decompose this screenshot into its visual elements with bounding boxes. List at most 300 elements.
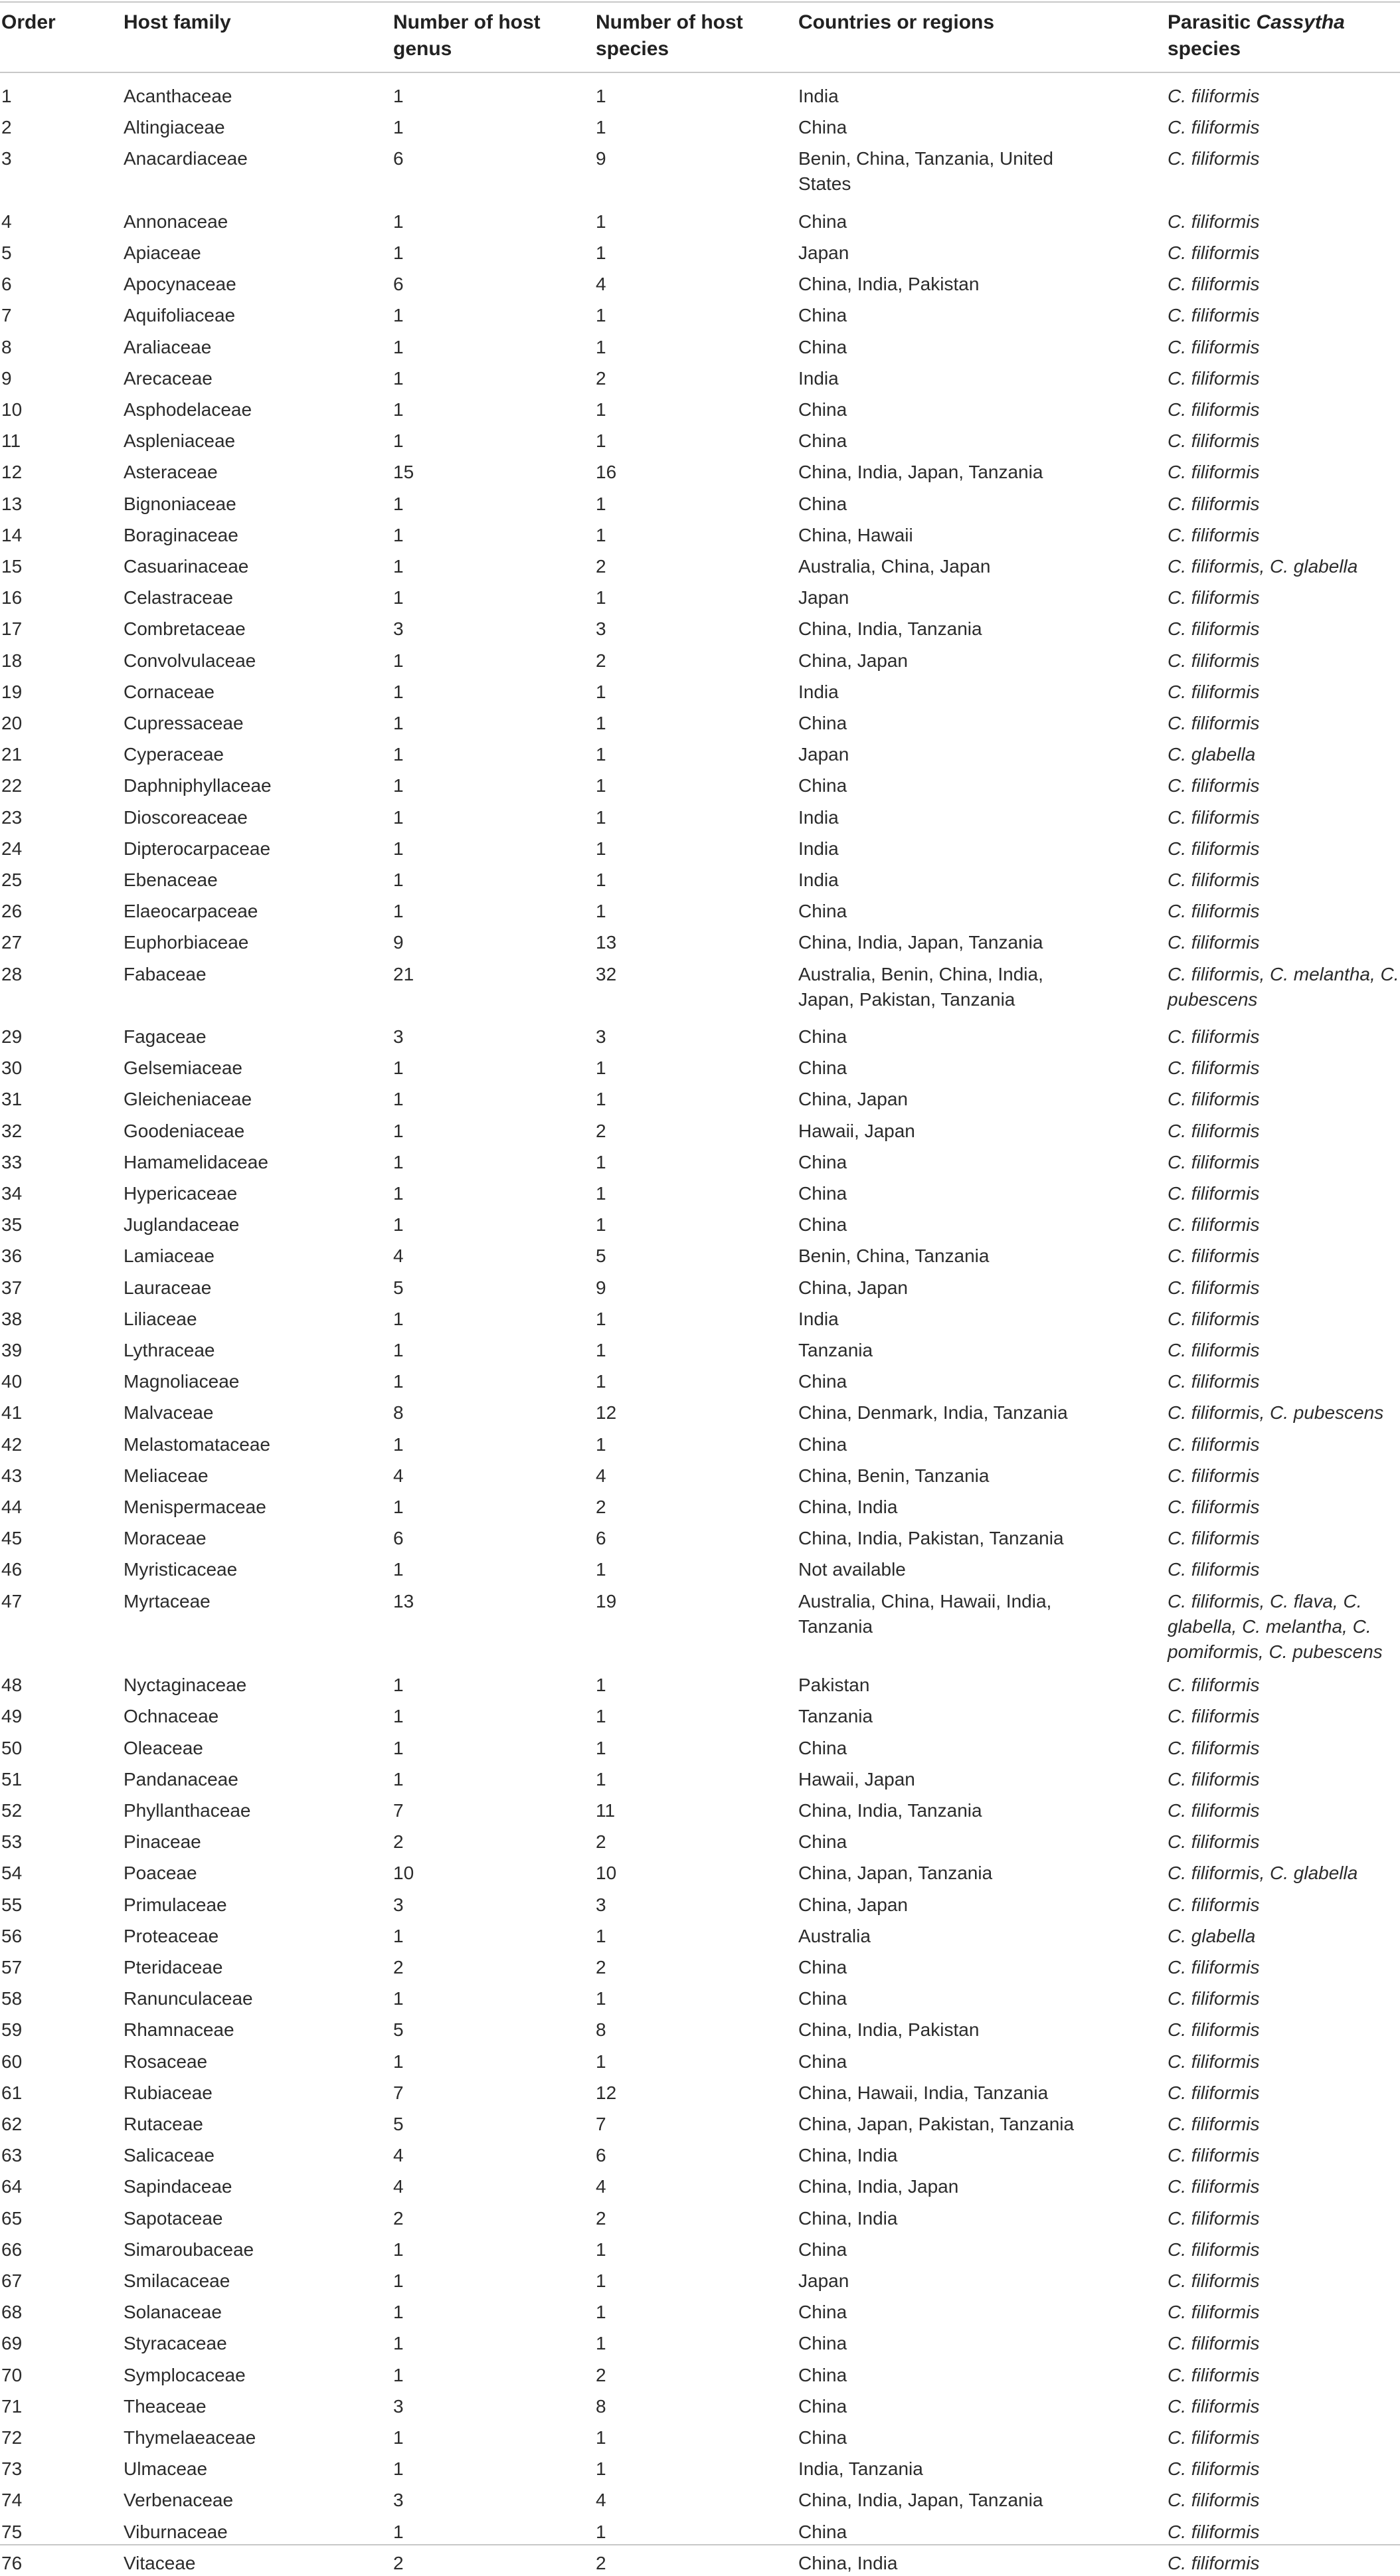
cell-order: 4 xyxy=(1,211,12,232)
cell-species-count: 2 xyxy=(596,2364,606,2385)
cell-genus-count: 1 xyxy=(393,2333,404,2354)
cell-parasitic-species: C. filiformis xyxy=(1168,1151,1260,1172)
cell-genus-count: 1 xyxy=(393,838,404,859)
cell-host-family: Phyllanthaceae xyxy=(124,1800,251,1821)
cell-parasitic-species: C. filiformis xyxy=(1168,524,1260,545)
cell-genus-count: 1 xyxy=(393,744,404,765)
cell-order: 3 xyxy=(1,148,12,169)
cell-parasitic-species: C. filiformis xyxy=(1168,1308,1260,1329)
cell-genus-count: 3 xyxy=(393,618,404,640)
cell-species-count: 1 xyxy=(596,1151,606,1172)
cell-order: 21 xyxy=(1,744,23,765)
cell-parasitic-species: C. filiformis xyxy=(1168,650,1260,671)
cell-host-family: Convolvulaceae xyxy=(124,650,256,671)
cell-genus-count: 21 xyxy=(393,963,414,984)
cell-host-family: Apiaceae xyxy=(124,242,201,263)
cell-host-family: Vitaceae xyxy=(124,2552,196,2573)
cell-genus-count: 9 xyxy=(393,932,404,953)
cell-parasitic-species: C. filiformis xyxy=(1168,2552,1260,2573)
cell-species-count: 1 xyxy=(596,1371,606,1392)
cell-regions: China xyxy=(798,1433,847,1455)
header-parasitic-species xyxy=(1168,9,1400,62)
cell-parasitic-species: C. filiformis xyxy=(1168,86,1260,106)
cell-regions: China xyxy=(798,1957,847,1978)
cell-order: 67 xyxy=(1,2270,23,2291)
cell-host-family: Combretaceae xyxy=(124,618,246,640)
cell-host-family: Proteaceae xyxy=(124,1925,219,1946)
cell-regions: Pakistan xyxy=(798,1675,870,1696)
cell-genus-count: 4 xyxy=(393,2176,404,2197)
cell-order: 41 xyxy=(1,1402,23,1424)
cell-genus-count: 1 xyxy=(393,1768,404,1790)
cell-regions: China, India, Japan, Tanzania xyxy=(798,2490,1043,2511)
header-species-count: Number of host species xyxy=(596,11,743,60)
cell-genus-count: 3 xyxy=(393,1026,404,1047)
cell-genus-count: 1 xyxy=(393,2239,404,2260)
cell-regions: China, Denmark, India, Tanzania xyxy=(798,1402,1068,1424)
cell-parasitic-species: C. filiformis xyxy=(1168,713,1260,733)
cell-host-family: Menispermaceae xyxy=(124,1497,266,1517)
cell-parasitic-species: C. filiformis xyxy=(1168,2082,1260,2103)
cell-host-family: Ranunculaceae xyxy=(124,1988,253,2009)
cell-genus-count: 1 xyxy=(393,1925,404,1946)
cell-parasitic-species: C. filiformis xyxy=(1168,2239,1260,2260)
cell-order: 56 xyxy=(1,1925,23,1946)
cell-regions: India xyxy=(798,838,839,859)
cell-order: 40 xyxy=(1,1371,23,1392)
cell-regions: China xyxy=(798,1371,847,1392)
cell-host-family: Gleicheniaceae xyxy=(124,1089,252,1110)
cell-host-family: Lauraceae xyxy=(124,1277,212,1298)
cell-host-family: Cyperaceae xyxy=(124,744,224,765)
cell-order: 6 xyxy=(1,274,12,295)
cell-host-family: Meliaceae xyxy=(124,1465,209,1486)
cell-species-count: 1 xyxy=(596,1089,606,1110)
cell-order: 48 xyxy=(1,1675,23,1696)
cell-host-family: Dipterocarpaceae xyxy=(124,838,271,859)
cell-genus-count: 1 xyxy=(393,1151,404,1172)
cell-regions: China xyxy=(798,430,847,452)
cell-regions: China xyxy=(798,713,847,733)
cell-regions: China xyxy=(798,399,847,420)
cell-order: 69 xyxy=(1,2333,23,2354)
cell-host-family: Cupressaceae xyxy=(124,713,244,733)
cell-genus-count: 1 xyxy=(393,1058,404,1079)
cell-regions: India xyxy=(798,681,839,702)
cell-regions: Australia, Benin, China, India, Japan, Pakistan, Tanzania xyxy=(798,963,1043,1010)
cell-parasitic-species: C. filiformis xyxy=(1168,1433,1260,1455)
cell-order: 36 xyxy=(1,1245,23,1267)
cell-genus-count: 3 xyxy=(393,1894,404,1915)
cell-genus-count: 5 xyxy=(393,1277,404,1298)
cell-order: 22 xyxy=(1,775,23,796)
cell-host-family: Arecaceae xyxy=(124,367,213,389)
cell-regions: China, India, Tanzania xyxy=(798,1800,982,1821)
cell-host-family: Gelsemiaceae xyxy=(124,1058,242,1079)
cell-host-family: Nyctaginaceae xyxy=(124,1675,247,1696)
cell-host-family: Daphniphyllaceae xyxy=(124,775,272,796)
cell-genus-count: 1 xyxy=(393,305,404,326)
cell-host-family: Acanthaceae xyxy=(124,86,232,106)
cell-parasitic-species: C. filiformis xyxy=(1168,2019,1260,2041)
cell-order: 16 xyxy=(1,587,23,608)
cell-host-family: Annonaceae xyxy=(124,211,228,232)
cell-regions: China xyxy=(798,336,847,357)
cell-genus-count: 8 xyxy=(393,1402,404,1424)
cell-regions: India xyxy=(798,870,839,890)
cell-parasitic-species: C. filiformis xyxy=(1168,870,1260,890)
cell-genus-count: 1 xyxy=(393,1737,404,1758)
cell-regions: China xyxy=(798,1737,847,1758)
cell-parasitic-species: C. filiformis, C. glabella xyxy=(1168,1863,1358,1884)
cell-order: 7 xyxy=(1,305,12,326)
cell-species-count: 1 xyxy=(596,1706,606,1727)
cell-order: 29 xyxy=(1,1026,23,1047)
cell-order: 30 xyxy=(1,1058,23,1079)
cell-order: 14 xyxy=(1,524,23,545)
cell-species-count: 1 xyxy=(596,1988,606,2009)
cell-species-count: 19 xyxy=(596,1590,617,1611)
cell-regions: China xyxy=(798,2395,847,2417)
cell-species-count: 1 xyxy=(596,117,606,138)
cell-genus-count: 5 xyxy=(393,2019,404,2041)
cell-regions: China xyxy=(798,305,847,326)
cell-regions: China xyxy=(798,1831,847,1853)
cell-species-count: 2 xyxy=(596,650,606,671)
cell-genus-count: 1 xyxy=(393,1497,404,1517)
cell-host-family: Symplocaceae xyxy=(124,2364,246,2385)
cell-host-family: Myrtaceae xyxy=(124,1590,211,1611)
bottom-rule xyxy=(0,2544,1400,2545)
cell-regions: China, India, Japan, Tanzania xyxy=(798,932,1043,953)
cell-order: 26 xyxy=(1,901,23,922)
cell-order: 17 xyxy=(1,618,23,640)
cell-host-family: Magnoliaceae xyxy=(124,1371,240,1392)
cell-order: 58 xyxy=(1,1988,23,2009)
cell-regions: China xyxy=(798,2239,847,2260)
cell-regions: China, Japan xyxy=(798,1277,909,1298)
cell-parasitic-species: C. filiformis xyxy=(1168,2490,1260,2511)
cell-parasitic-species: C. filiformis xyxy=(1168,1800,1260,1821)
cell-host-family: Asteraceae xyxy=(124,462,218,483)
cell-regions: China xyxy=(798,775,847,796)
cell-parasitic-species: C. glabella xyxy=(1168,1925,1256,1946)
cell-species-count: 8 xyxy=(596,2395,606,2417)
cell-parasitic-species: C. filiformis xyxy=(1168,2207,1260,2229)
cell-parasitic-species: C. filiformis xyxy=(1168,1559,1260,1580)
cell-regions: China xyxy=(798,1988,847,2009)
cell-species-count: 1 xyxy=(596,336,606,357)
cell-host-family: Sapindaceae xyxy=(124,2176,232,2197)
cell-genus-count: 13 xyxy=(393,1590,414,1611)
header-rule xyxy=(0,72,1400,73)
cell-host-family: Rosaceae xyxy=(124,2051,208,2072)
cell-species-count: 1 xyxy=(596,1340,606,1360)
cell-host-family: Rhamnaceae xyxy=(124,2019,234,2041)
cell-regions: China, India, Japan, Tanzania xyxy=(798,462,1043,483)
cell-species-count: 1 xyxy=(596,1737,606,1758)
cell-host-family: Pandanaceae xyxy=(124,1768,238,1790)
cell-genus-count: 1 xyxy=(393,1675,404,1696)
header-genus-count: Number of host genus xyxy=(393,11,541,60)
cell-regions: Japan xyxy=(798,744,849,765)
cell-host-family: Moraceae xyxy=(124,1528,207,1549)
cell-order: 31 xyxy=(1,1089,23,1110)
cell-regions: China, India, Pakistan xyxy=(798,2019,980,2041)
cell-regions: China, Japan xyxy=(798,1894,909,1915)
cell-genus-count: 1 xyxy=(393,2270,404,2291)
cell-order: 39 xyxy=(1,1340,23,1360)
cell-species-count: 2 xyxy=(596,556,606,577)
cell-host-family: Styracaceae xyxy=(124,2333,227,2354)
cell-genus-count: 7 xyxy=(393,2082,404,2103)
cell-order: 32 xyxy=(1,1120,23,1141)
cell-species-count: 1 xyxy=(596,1675,606,1696)
cell-host-family: Aquifoliaceae xyxy=(124,305,236,326)
cell-parasitic-species: C. filiformis xyxy=(1168,1058,1260,1079)
cell-species-count: 32 xyxy=(596,963,617,984)
cell-parasitic-species: C. filiformis xyxy=(1168,618,1260,640)
cell-species-count: 12 xyxy=(596,1402,617,1424)
cell-parasitic-species: C. filiformis xyxy=(1168,2458,1260,2480)
cell-host-family: Salicaceae xyxy=(124,2145,215,2166)
cell-order: 64 xyxy=(1,2176,23,2197)
cell-regions: China xyxy=(798,901,847,922)
cell-species-count: 6 xyxy=(596,1528,606,1549)
cell-host-family: Goodeniaceae xyxy=(124,1120,245,1141)
cell-host-family: Myristicaceae xyxy=(124,1559,238,1580)
cell-regions: Tanzania xyxy=(798,1706,873,1727)
cell-host-family: Lamiaceae xyxy=(124,1245,215,1267)
cell-parasitic-species: C. filiformis xyxy=(1168,1768,1260,1790)
header-parasitic-suffix: species xyxy=(1168,38,1241,60)
cell-host-family: Rutaceae xyxy=(124,2114,203,2134)
cell-order: 66 xyxy=(1,2239,23,2260)
cell-order: 11 xyxy=(1,430,21,452)
cell-genus-count: 15 xyxy=(393,462,414,483)
cell-species-count: 4 xyxy=(596,2176,606,2197)
cell-genus-count: 1 xyxy=(393,211,404,232)
cell-parasitic-species: C. filiformis xyxy=(1168,2521,1260,2542)
cell-parasitic-species: C. filiformis xyxy=(1168,399,1260,420)
cell-regions: Tanzania xyxy=(798,1340,873,1360)
cell-order: 9 xyxy=(1,367,12,389)
cell-parasitic-species: C. filiformis xyxy=(1168,932,1260,953)
cell-species-count: 1 xyxy=(596,870,606,890)
cell-host-family: Altingiaceae xyxy=(124,117,225,138)
cell-regions: Benin, China, Tanzania xyxy=(798,1245,990,1267)
cell-order: 55 xyxy=(1,1894,23,1915)
cell-parasitic-species: C. filiformis xyxy=(1168,2051,1260,2072)
cell-regions: China xyxy=(798,1026,847,1047)
cell-species-count: 1 xyxy=(596,1183,606,1204)
cell-parasitic-species: C. filiformis xyxy=(1168,2302,1260,2323)
cell-regions: India xyxy=(798,806,839,828)
cell-host-family: Ochnaceae xyxy=(124,1706,219,1727)
cell-species-count: 1 xyxy=(596,2333,606,2354)
cell-species-count: 1 xyxy=(596,2458,606,2480)
cell-genus-count: 2 xyxy=(393,2552,404,2573)
cell-order: 13 xyxy=(1,493,23,514)
cell-order: 1 xyxy=(1,86,12,106)
cell-parasitic-species: C. filiformis xyxy=(1168,493,1260,514)
cell-genus-count: 6 xyxy=(393,274,404,295)
cell-host-family: Simaroubaceae xyxy=(124,2239,254,2260)
cell-parasitic-species: C. filiformis xyxy=(1168,1497,1260,1517)
cell-parasitic-species: C. filiformis xyxy=(1168,305,1260,326)
cell-genus-count: 4 xyxy=(393,2145,404,2166)
cell-parasitic-species: C. filiformis xyxy=(1168,775,1260,796)
cell-host-family: Juglandaceae xyxy=(124,1214,240,1236)
cell-order: 5 xyxy=(1,242,12,263)
cell-genus-count: 1 xyxy=(393,1988,404,2009)
cell-species-count: 3 xyxy=(596,1026,606,1047)
cell-regions: Australia, China, Japan xyxy=(798,556,991,577)
cell-parasitic-species: C. filiformis xyxy=(1168,117,1260,138)
header-order: Order xyxy=(1,11,56,33)
cell-regions: China, India xyxy=(798,1497,898,1517)
cell-genus-count: 1 xyxy=(393,806,404,828)
cell-host-family: Elaeocarpaceae xyxy=(124,901,258,922)
cell-host-family: Malvaceae xyxy=(124,1402,214,1424)
cell-species-count: 1 xyxy=(596,430,606,452)
cell-species-count: 2 xyxy=(596,1497,606,1517)
cell-host-family: Viburnaceae xyxy=(124,2521,228,2542)
cell-species-count: 3 xyxy=(596,1894,606,1915)
cell-order: 46 xyxy=(1,1559,23,1580)
cell-order: 25 xyxy=(1,870,23,890)
cell-host-family: Cornaceae xyxy=(124,681,215,702)
cell-parasitic-species: C. filiformis xyxy=(1168,336,1260,357)
cell-regions: China, Hawaii xyxy=(798,524,913,545)
cell-parasitic-species: C. filiformis xyxy=(1168,1340,1260,1360)
cell-parasitic-species: C. filiformis xyxy=(1168,2145,1260,2166)
cell-species-count: 1 xyxy=(596,493,606,514)
cell-order: 18 xyxy=(1,650,23,671)
cell-regions: China xyxy=(798,1058,847,1079)
cell-regions: China, India, Pakistan xyxy=(798,274,980,295)
cell-host-family: Hamamelidaceae xyxy=(124,1151,268,1172)
cell-order: 37 xyxy=(1,1277,23,1298)
cell-genus-count: 1 xyxy=(393,1559,404,1580)
cell-species-count: 2 xyxy=(596,1957,606,1978)
cell-genus-count: 1 xyxy=(393,1089,404,1110)
cell-regions: China xyxy=(798,2302,847,2323)
cell-genus-count: 1 xyxy=(393,1308,404,1329)
cell-species-count: 2 xyxy=(596,1831,606,1853)
cell-order: 38 xyxy=(1,1308,23,1329)
cell-regions: China xyxy=(798,1151,847,1172)
cell-order: 65 xyxy=(1,2207,23,2229)
cell-order: 75 xyxy=(1,2521,23,2542)
cell-species-count: 5 xyxy=(596,1245,606,1267)
cell-species-count: 4 xyxy=(596,2490,606,2511)
cell-order: 59 xyxy=(1,2019,23,2041)
cell-order: 43 xyxy=(1,1465,23,1486)
cell-genus-count: 5 xyxy=(393,2114,404,2134)
cell-genus-count: 1 xyxy=(393,2521,404,2542)
cell-genus-count: 1 xyxy=(393,1340,404,1360)
cell-order: 57 xyxy=(1,1957,23,1978)
cell-parasitic-species: C. filiformis xyxy=(1168,148,1260,169)
cell-parasitic-species: C. filiformis xyxy=(1168,1277,1260,1298)
cell-species-count: 13 xyxy=(596,932,617,953)
cell-regions: China, Japan, Tanzania xyxy=(798,1863,993,1884)
cell-parasitic-species: C. filiformis xyxy=(1168,2114,1260,2134)
cell-species-count: 10 xyxy=(596,1863,617,1884)
cell-species-count: 1 xyxy=(596,86,606,106)
cell-regions: China, Japan xyxy=(798,1089,909,1110)
cell-order: 73 xyxy=(1,2458,23,2480)
cell-parasitic-species: C. filiformis xyxy=(1168,1245,1260,1267)
cell-regions: China xyxy=(798,117,847,138)
cell-species-count: 1 xyxy=(596,2521,606,2542)
cell-species-count: 1 xyxy=(596,681,606,702)
cell-parasitic-species: C. filiformis xyxy=(1168,430,1260,452)
cell-parasitic-species: C. filiformis, C. glabella xyxy=(1168,556,1358,577)
header-host-family: Host family xyxy=(124,11,231,33)
cell-genus-count: 1 xyxy=(393,1433,404,1455)
cell-regions: China, India, Tanzania xyxy=(798,618,982,640)
cell-host-family: Oleaceae xyxy=(124,1737,203,1758)
cell-parasitic-species: C. filiformis xyxy=(1168,242,1260,263)
cell-regions: China, India xyxy=(798,2552,898,2573)
cell-host-family: Fabaceae xyxy=(124,963,207,984)
cell-regions: India xyxy=(798,367,839,389)
cell-genus-count: 1 xyxy=(393,870,404,890)
cell-order: 60 xyxy=(1,2051,23,2072)
header-regions: Countries or regions xyxy=(798,11,995,33)
cell-order: 72 xyxy=(1,2427,23,2448)
cell-host-family: Rubiaceae xyxy=(124,2082,213,2103)
cell-genus-count: 1 xyxy=(393,399,404,420)
cell-genus-count: 4 xyxy=(393,1245,404,1267)
cell-species-count: 16 xyxy=(596,462,617,483)
cell-parasitic-species: C. filiformis xyxy=(1168,1371,1260,1392)
cell-regions: Benin, China, Tanzania, United States xyxy=(798,148,1053,195)
cell-order: 23 xyxy=(1,806,23,828)
cell-species-count: 8 xyxy=(596,2019,606,2041)
cell-parasitic-species: C. filiformis, C. flava, C. glabella, C. melantha, C. pomiformis, C. pubescens xyxy=(1168,1590,1383,1662)
cell-order: 45 xyxy=(1,1528,23,1549)
cell-host-family: Araliaceae xyxy=(124,336,212,357)
cell-genus-count: 1 xyxy=(393,2051,404,2072)
cell-host-family: Casuarinaceae xyxy=(124,556,249,577)
cell-species-count: 1 xyxy=(596,2051,606,2072)
cell-species-count: 11 xyxy=(596,1800,616,1821)
cell-parasitic-species: C. filiformis xyxy=(1168,367,1260,389)
cell-species-count: 3 xyxy=(596,618,606,640)
cell-genus-count: 1 xyxy=(393,1706,404,1727)
cell-regions: China xyxy=(798,2333,847,2354)
cell-order: 42 xyxy=(1,1433,23,1455)
cell-genus-count: 1 xyxy=(393,1120,404,1141)
cell-species-count: 1 xyxy=(596,775,606,796)
cell-parasitic-species: C. filiformis xyxy=(1168,1089,1260,1110)
cell-order: 28 xyxy=(1,963,23,984)
cell-parasitic-species: C. filiformis, C. pubescens xyxy=(1168,1402,1384,1424)
cell-species-count: 1 xyxy=(596,744,606,765)
cell-species-count: 4 xyxy=(596,274,606,295)
cell-genus-count: 2 xyxy=(393,2207,404,2229)
cell-parasitic-species: C. filiformis xyxy=(1168,901,1260,922)
cell-regions: China, India xyxy=(798,2145,898,2166)
cell-host-family: Euphorbiaceae xyxy=(124,932,249,953)
cell-genus-count: 6 xyxy=(393,1528,404,1549)
cell-host-family: Anacardiaceae xyxy=(124,148,248,169)
cell-order: 71 xyxy=(1,2395,23,2417)
cell-order: 35 xyxy=(1,1214,23,1236)
